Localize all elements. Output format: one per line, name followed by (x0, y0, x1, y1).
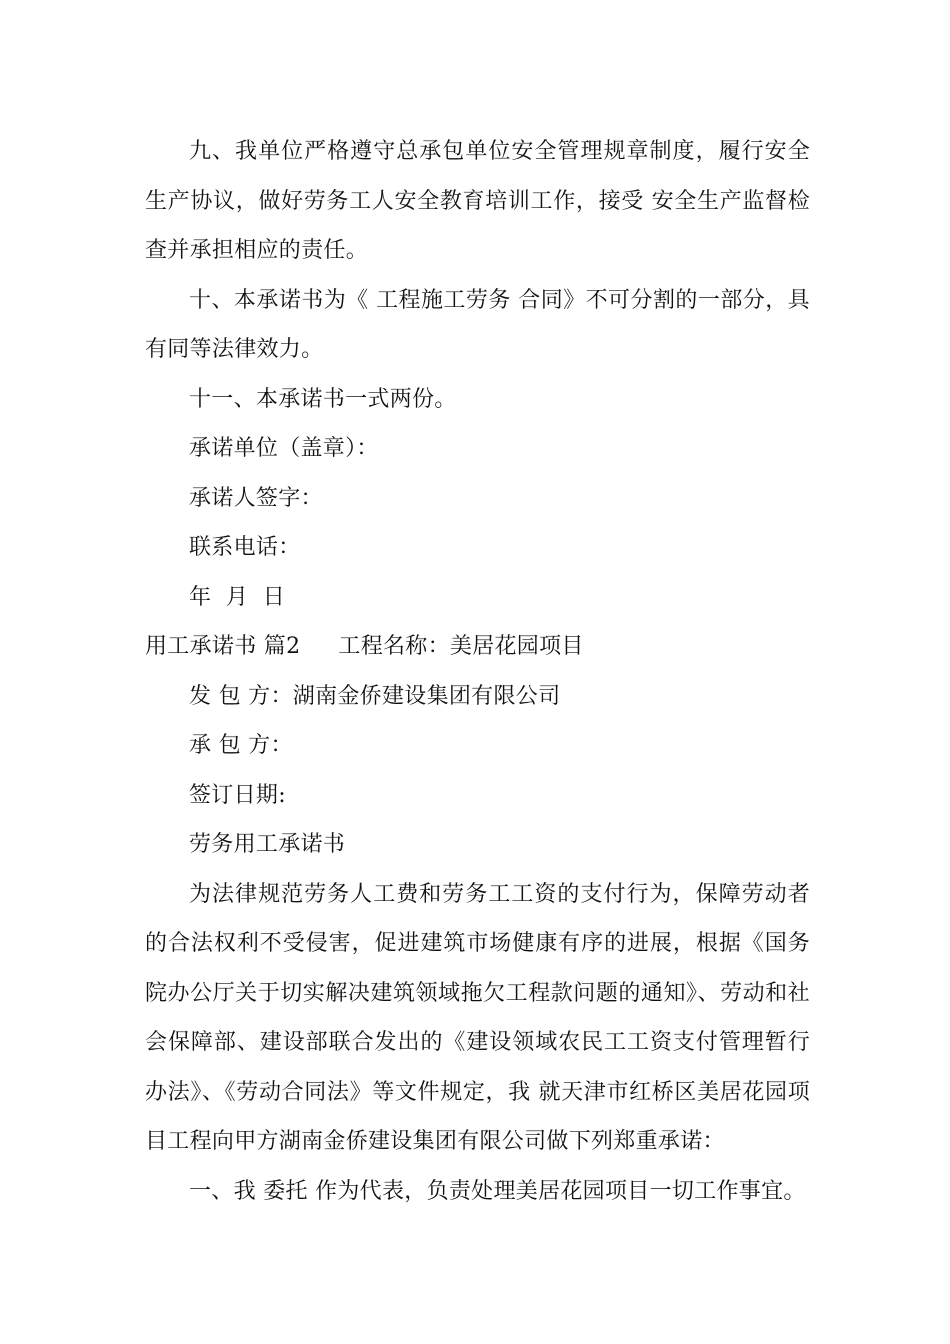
item-one: 一、我 委托 作为代表，负责处理美居花园项目一切工作事宜。 (189, 1178, 806, 1204)
project-name: 工程名称：美居花园项目 (338, 634, 584, 659)
section-two-heading (145, 622, 810, 672)
document-body (145, 127, 810, 1216)
issuer-field: 发 包 方：湖南金侨建设集团有限公司 (189, 683, 561, 709)
signer-field: 承诺人签字： (189, 485, 323, 511)
date-field: 年 月 日 (189, 584, 286, 610)
clause-nine: 九、我单位严格遵守总承包单位安全管理规章制度，履行安全生产协议，做好劳务工人安全教育培训工作，接受 安全生产监督检查并承担相应的责任。 (145, 139, 810, 263)
intro-paragraph: 为法律规范劳务人工费和劳务工工资的支付行为，保障劳动者的合法权利不受侵害，促进建筑市场健康有序的进展，根据《国务院办公厅关于切实解决建筑领域拖欠工程款问题的通知》、劳动和社会保障部、建设部联合发出的《建设领域农民工工资支付管理暂行办法》、《劳动合同法》等文件规定，我 就天津市红桥区美居花园项目工程向甲方湖南金侨建设集团有限公司做下列郑重承诺： (145, 881, 810, 1154)
contractor-field: 承 包 方： (189, 733, 293, 758)
sign-date-field: 签订日期: (189, 782, 286, 808)
promising-unit-field: 承诺单位（盖章）： (189, 436, 379, 461)
commitment-title: 劳务用工承诺书 (189, 832, 346, 857)
clause-ten: 十、本承诺书为《 工程施工劳务 合同》不可分割的一部分，具有同等法律效力。 (145, 287, 810, 362)
phone-field: 联系电话： (189, 535, 301, 560)
clause-eleven: 十一、本承诺书一式两份。 (189, 386, 457, 412)
section-label: 用工承诺书 篇2 (145, 634, 301, 659)
